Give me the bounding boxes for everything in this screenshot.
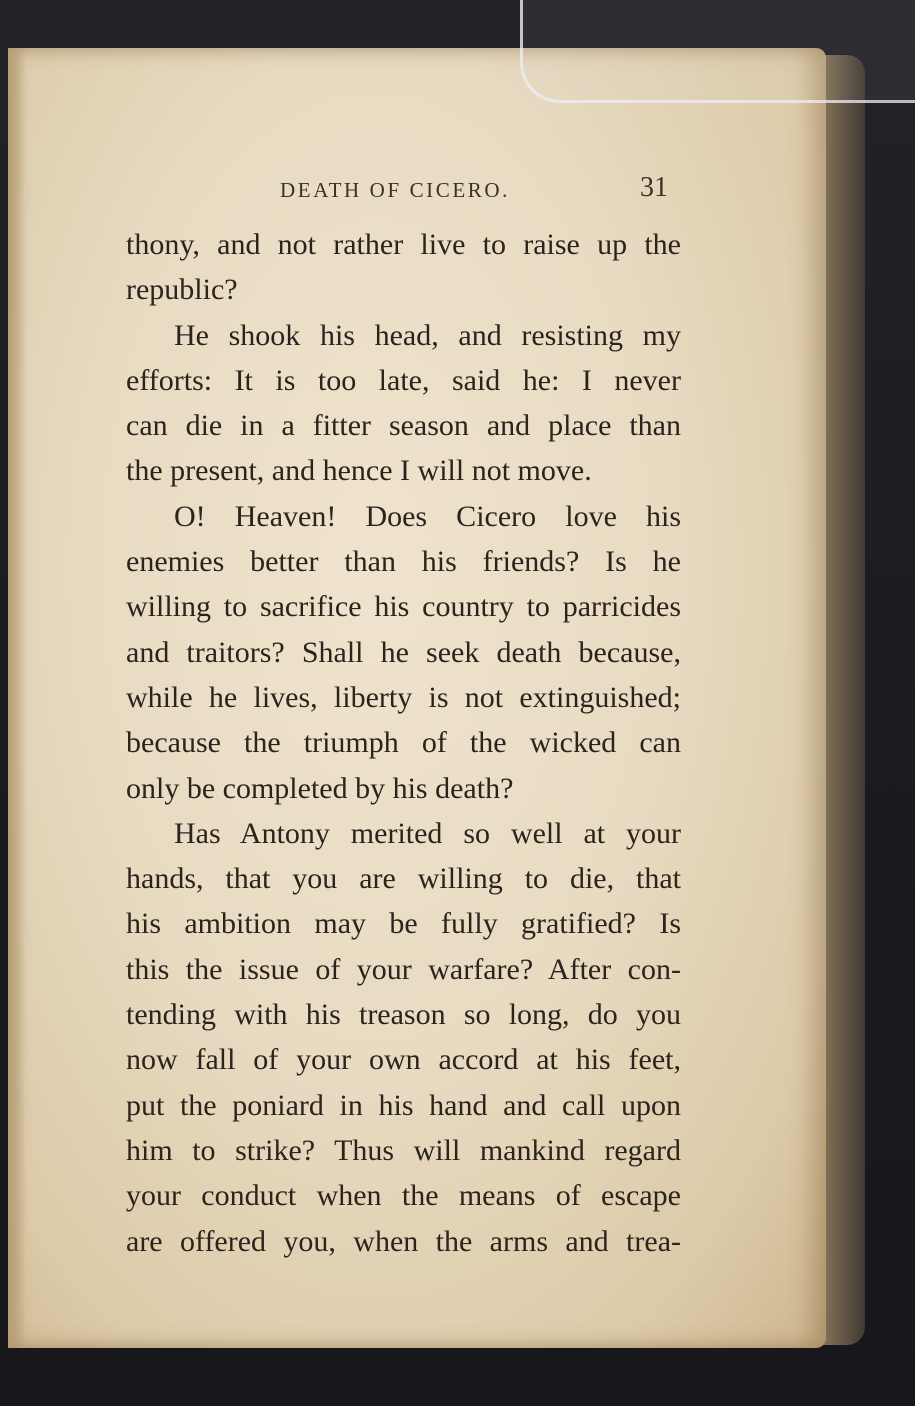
glass-plate-clip (520, 0, 915, 103)
text-line: and traitors? Shall he seek death because, (126, 635, 681, 669)
text-line: thony, and not rather live to raise up the (126, 228, 681, 261)
text-line: republic? (126, 273, 238, 307)
text-line: can die in a fitter season and place than (126, 409, 681, 443)
text-line: while he lives, liberty is not extinguished; (126, 680, 681, 714)
text-line: his ambition may be fully gratified? Is (126, 907, 681, 941)
page-number: 31 (640, 172, 668, 203)
text-line: He shook his head, and resisting my (174, 318, 681, 352)
text-line: tending with his treason so long, do you (126, 998, 681, 1032)
text-line: enemies better than his friends? Is he (126, 545, 681, 579)
text-line: now fall of your own accord at his feet, (126, 1043, 681, 1077)
text-line: put the poniard in his hand and call upon (126, 1088, 681, 1122)
text-line: the present, and hence I will not move. (126, 454, 592, 488)
text-line: O! Heaven! Does Cicero love his (174, 499, 681, 533)
text-line: Has Antony merited so well at your (174, 816, 681, 850)
text-line: because the triumph of the wicked can (126, 726, 681, 760)
text-line: him to strike? Thus will mankind regard (126, 1133, 681, 1167)
text-line: your conduct when the means of escape (126, 1179, 681, 1213)
text-line: this the issue of your warfare? After con- (126, 952, 681, 986)
running-head: DEATH OF CICERO. (280, 178, 511, 202)
page-body-text (126, 222, 681, 1264)
text-line: only be completed by his death? (126, 771, 514, 805)
text-line: hands, that you are willing to die, that (126, 862, 681, 896)
text-line: efforts: It is too late, said he: I never (126, 363, 681, 397)
text-line: willing to sacrifice his country to parricides (126, 590, 681, 624)
text-line: are offered you, when the arms and trea- (126, 1224, 681, 1258)
spine-shadow (8, 48, 26, 1348)
